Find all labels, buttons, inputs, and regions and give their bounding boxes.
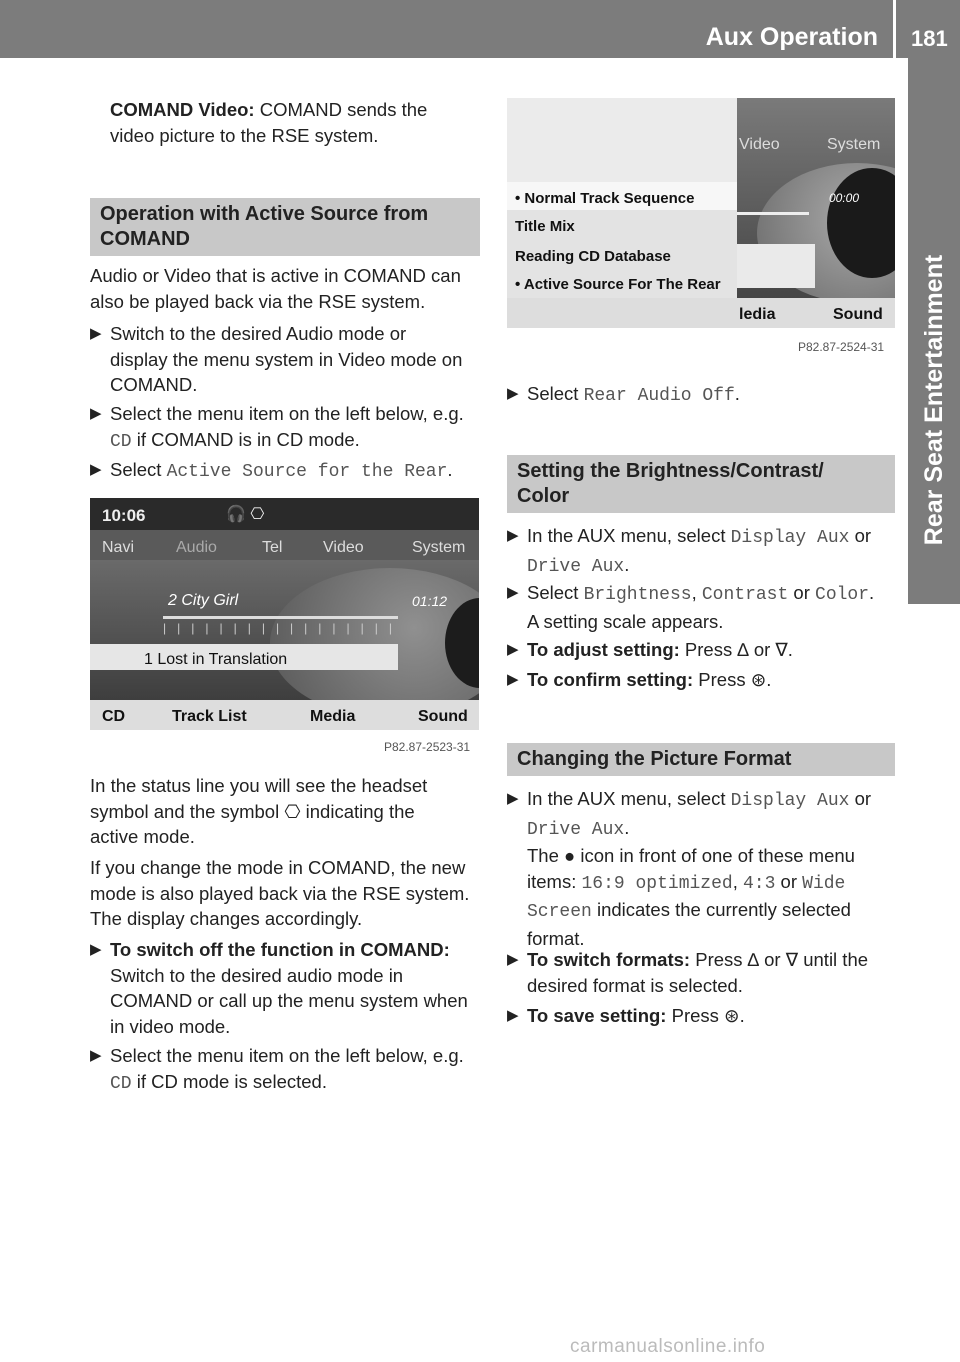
- step-switch-formats: [507, 947, 902, 998]
- screen-tab: Video: [739, 136, 780, 153]
- step5-line1: Select the menu item on the left below, e.g.: [110, 1045, 464, 1066]
- progress-ticks: |||||||||||||||||: [163, 621, 403, 635]
- arrow-icon: ▶: [90, 941, 102, 958]
- step2-mono: CD: [110, 431, 132, 452]
- t1-comma: ,: [732, 870, 743, 892]
- s2-or: or: [788, 582, 816, 603]
- menu-item: • Normal Track Sequence: [507, 182, 737, 210]
- step-switch-audio-mode: [90, 321, 485, 398]
- menu-top-area: [507, 98, 737, 182]
- step4-line3: in video mode.: [110, 1015, 231, 1037]
- arrow-icon: ▶: [90, 461, 102, 478]
- step-select-aux-display: [507, 523, 902, 580]
- progress-bar: [737, 212, 809, 215]
- s4-bold: To confirm setting:: [527, 669, 694, 690]
- menu-item: Reading CD Database: [515, 248, 671, 265]
- arrow-icon: ▶: [507, 641, 519, 658]
- heading-active-source: [90, 198, 480, 256]
- song-title: 2 City Girl: [168, 592, 239, 609]
- t1-line5b: indicates the currently selected: [591, 899, 851, 920]
- t1-mono3: 16:9 optimized: [581, 873, 733, 894]
- bottom-item: Media: [310, 708, 356, 725]
- t1-line6: format.: [527, 927, 585, 949]
- track-entry: 1 Lost in Translation: [90, 644, 398, 670]
- s2-prefix: Select: [527, 582, 584, 603]
- comand-video-text-1: COMAND sends the: [259, 99, 428, 120]
- para2-line3: active mode.: [90, 826, 195, 847]
- step-save-setting: ▶ To save setting: Press ⊛.: [507, 1003, 902, 1029]
- paragraph-status-line: [90, 773, 485, 850]
- step4-line2: COMAND or call up the menu system when: [110, 990, 468, 1011]
- heading-brightness-line2: Color: [517, 485, 570, 507]
- arrow-icon: ▶: [507, 527, 519, 544]
- step3-mono: Active Source for the Rear: [166, 462, 448, 482]
- t3-bold: To save setting:: [527, 1005, 667, 1026]
- step-adjust-setting: [507, 637, 902, 663]
- step-select-brightness: [507, 580, 902, 634]
- section-title: Aux Operation: [705, 23, 878, 51]
- step4-bold: To switch off the function in COMAND:: [110, 939, 450, 960]
- t1-prefix: In the AUX menu, select: [527, 788, 731, 809]
- t1-mono6: Screen: [527, 902, 592, 922]
- screen-tab: System: [412, 539, 466, 556]
- headset-icon: 🎧 ⎔: [226, 506, 265, 523]
- progress-bar: [163, 616, 398, 619]
- s2-end: .: [869, 582, 875, 603]
- page-number: 181: [911, 26, 948, 51]
- t2-line2: desired format is selected.: [527, 974, 743, 996]
- step-select-aux-format: [507, 786, 902, 951]
- screen-time: 00:00: [829, 191, 860, 205]
- screen-tab: Tel: [262, 539, 283, 556]
- screen-tab: System: [827, 136, 881, 153]
- status-line: [90, 498, 479, 530]
- screen-panel: [737, 244, 815, 288]
- step2-line2: if COMAND is in CD mode.: [131, 428, 360, 450]
- bottom-item: CD: [102, 708, 126, 725]
- rs-prefix: Select: [527, 383, 584, 404]
- t2-text: Press ∆ or ∇ until the: [690, 949, 869, 970]
- arrow-icon: ▶: [507, 385, 519, 402]
- s2-mono1: Brightness: [583, 585, 692, 605]
- arrow-icon: ▶: [507, 671, 519, 688]
- comand-video-label: COMAND Video:: [110, 99, 255, 120]
- status-time: 10:06: [102, 506, 146, 525]
- t1-mono2: Drive Aux: [527, 819, 625, 840]
- t1-line3a: The: [527, 845, 565, 866]
- screen-bottom-bar: [90, 700, 479, 730]
- step2-line1: Select the menu item on the left below, e.g.: [110, 403, 464, 424]
- para1-line1: Audio or Video that is active in COMAND can: [90, 265, 461, 286]
- arrow-icon: ▶: [90, 405, 102, 422]
- mode-symbol-icon: ⎔: [284, 800, 301, 822]
- step5-line2: if CD mode is selected.: [131, 1070, 327, 1092]
- heading-picture-format: Changing the Picture Format: [507, 743, 895, 776]
- step-select-rear-audio-off: [507, 381, 902, 410]
- arrow-icon: ▶: [507, 584, 519, 601]
- rs-suffix: .: [734, 383, 740, 404]
- t1-mono4: 4:3: [743, 873, 776, 894]
- menu-item: • Active Source For The Rear: [515, 276, 721, 293]
- para2-line1: In the status line you will see the headset: [90, 775, 428, 796]
- menu-item: Title Mix: [515, 218, 575, 235]
- comand-video-text-2: video picture to the RSE system.: [110, 124, 379, 146]
- screen-tabs: [90, 530, 479, 560]
- step5-mono: CD: [110, 1073, 132, 1094]
- t1-mono1: Display Aux: [730, 791, 850, 811]
- paragraph-audio-video: [90, 263, 485, 314]
- s3-bold: To adjust setting:: [527, 639, 680, 660]
- para3-line3: The display changes accordingly.: [90, 908, 363, 929]
- screenshot-caption: P82.87-2523-31: [384, 740, 471, 754]
- watermark: carmanualsonline.info: [570, 1336, 766, 1357]
- comand-video-paragraph: [110, 97, 480, 148]
- s2-line2: A setting scale appears.: [527, 610, 724, 632]
- t1-or: or: [849, 788, 872, 809]
- step-select-active-source: [90, 457, 485, 486]
- screen-tab: Video: [323, 539, 364, 556]
- para2-line2b: indicating the: [305, 800, 415, 822]
- step-select-menu-item: [90, 401, 485, 455]
- s2-mono2: Contrast: [701, 585, 789, 605]
- radio-dot-icon: ●: [564, 845, 576, 866]
- screen-tab: Navi: [102, 539, 135, 556]
- rs-mono: Rear Audio Off: [583, 386, 735, 406]
- para3-line1: If you change the mode in COMAND, the new: [90, 857, 466, 878]
- sidebar-chapter-title: Rear Seat Entertainment: [920, 254, 948, 546]
- step1-line2: display the menu system in Video mode on: [110, 348, 463, 370]
- arrow-icon: ▶: [507, 1007, 519, 1024]
- s4-text: Press: [693, 669, 751, 690]
- paragraph-change-mode: [90, 855, 485, 932]
- step4-line1: Switch to the desired audio mode in: [110, 964, 404, 986]
- arrow-icon: ▶: [90, 325, 102, 342]
- header-separator: [893, 0, 896, 58]
- heading-active-source-line2: COMAND: [100, 228, 190, 250]
- bottom-item: Sound: [833, 306, 883, 323]
- heading-active-source-line1: Operation with Active Source from: [100, 203, 429, 225]
- s2-mono3: Color: [815, 585, 870, 605]
- ok-button-icon: ⊛: [724, 1005, 740, 1026]
- s3-text: Press ∆ or ∇.: [679, 639, 793, 660]
- arrow-icon: ▶: [507, 790, 519, 807]
- arrow-icon: ▶: [90, 1047, 102, 1064]
- t1-or2: or: [775, 870, 803, 892]
- s1-prefix: In the AUX menu, select: [527, 525, 731, 546]
- heading-brightness-line1: Setting the Brightness/Contrast/: [517, 460, 824, 482]
- para1-line2: also be played back via the RSE system.: [90, 290, 426, 312]
- step-confirm-setting: ▶ To confirm setting: Press ⊛.: [507, 667, 902, 693]
- t1-line4a: items:: [527, 870, 582, 892]
- bottom-item: ledia: [739, 306, 776, 323]
- para3-line2: mode is also played back via the RSE system.: [90, 882, 470, 904]
- s1-end: .: [624, 553, 630, 575]
- step3-suffix: .: [447, 459, 453, 480]
- step1-line1: Switch to the desired Audio mode or: [110, 323, 407, 344]
- ok-button-icon: ⊛: [750, 669, 767, 690]
- t1-end: .: [624, 816, 630, 838]
- s1-or: or: [849, 525, 872, 546]
- s1-mono1: Display Aux: [730, 528, 850, 548]
- bottom-item: Sound: [418, 708, 468, 725]
- arrow-icon: ▶: [507, 951, 519, 968]
- bottom-item: Track List: [172, 708, 247, 725]
- s2-comma: ,: [691, 582, 702, 603]
- screenshot-caption: P82.87-2524-31: [798, 340, 885, 354]
- t2-bold: To switch formats:: [527, 949, 691, 970]
- step3-prefix: Select: [110, 459, 167, 480]
- t1-line3b: icon in front of one of these menu: [575, 845, 855, 866]
- t3-text: Press: [666, 1005, 725, 1026]
- step-select-cd: [90, 1043, 485, 1097]
- song-duration: 01:12: [412, 593, 448, 609]
- s1-mono2: Drive Aux: [527, 556, 625, 577]
- screen-bottom-bar: [507, 298, 895, 328]
- heading-brightness: [507, 455, 895, 513]
- screen-tab: Audio: [176, 539, 217, 556]
- step1-line3: COMAND.: [110, 374, 198, 395]
- t1-mono5: Wide: [802, 873, 846, 894]
- rear-menu-screenshot: [507, 98, 895, 328]
- step-switch-off: [90, 937, 485, 1039]
- comand-audio-screenshot: [90, 498, 479, 730]
- para2-line2a: symbol and the symbol: [90, 800, 280, 822]
